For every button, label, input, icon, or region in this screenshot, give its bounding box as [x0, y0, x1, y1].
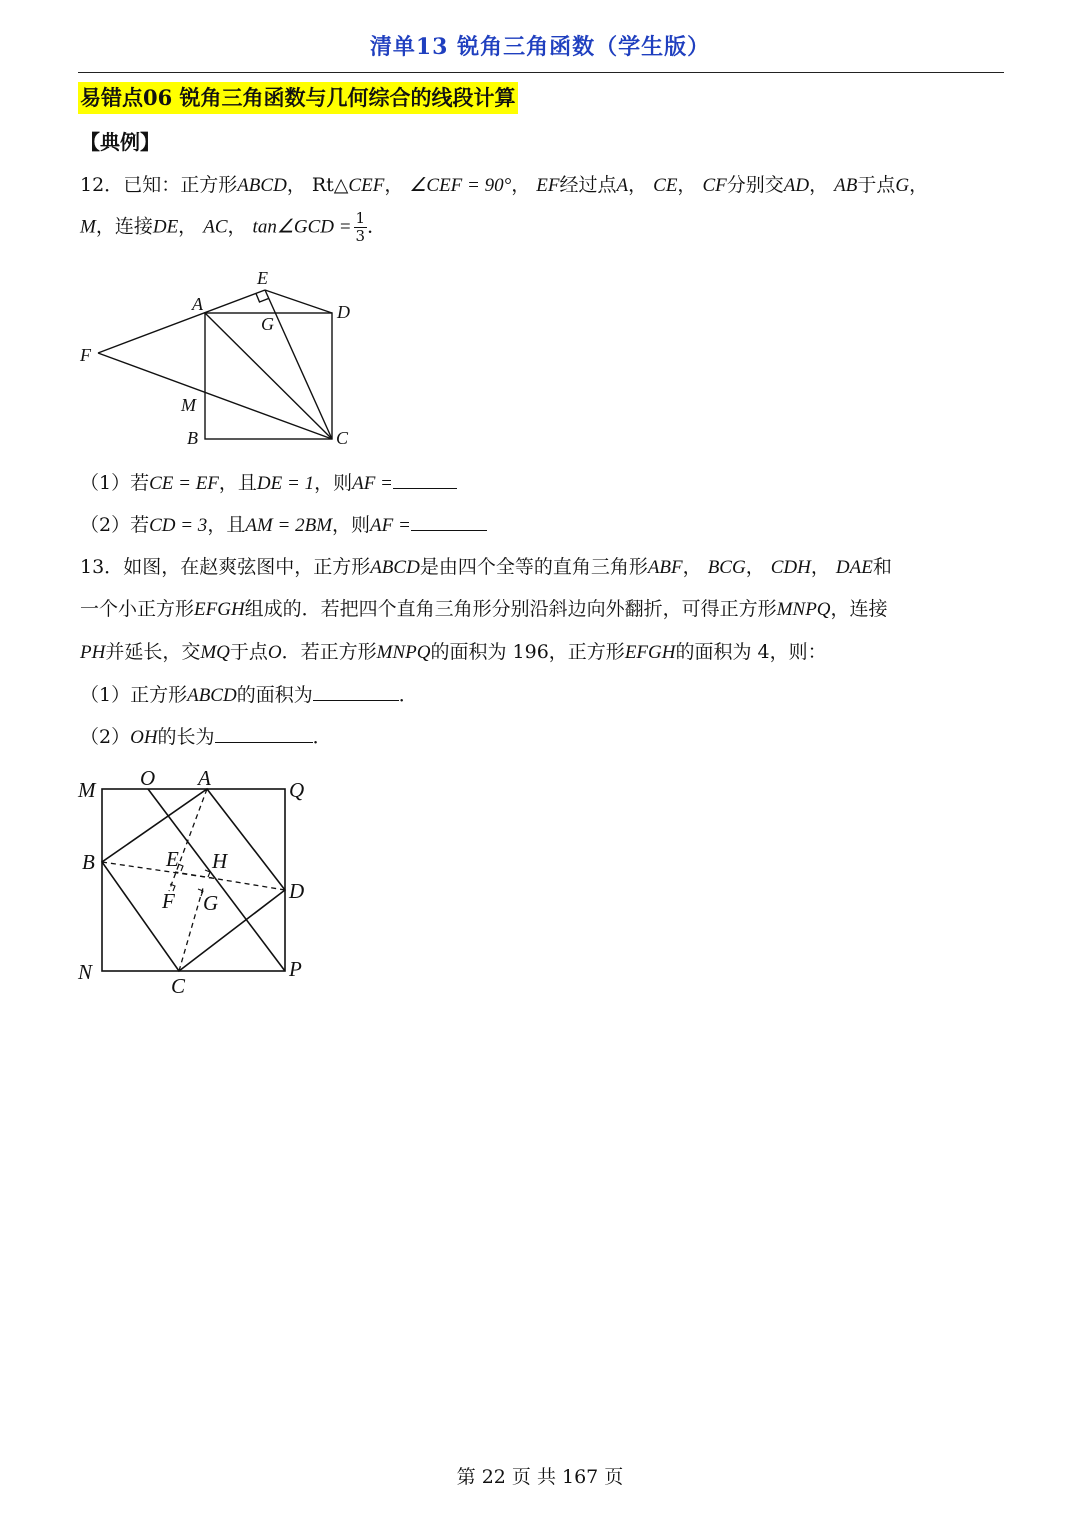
- square-mnpq: [102, 789, 285, 971]
- label-E: E: [257, 268, 268, 288]
- segment-fe: [98, 290, 265, 353]
- label-M: M: [181, 395, 196, 415]
- label-O: O: [140, 766, 156, 790]
- label-B: B: [187, 428, 198, 448]
- q13-part-2: （2）OH的长为 ．: [80, 726, 332, 748]
- q12-line-2: M，连接DE， AC， tan∠GCD = $\frac{1}{3}$ ．: [80, 209, 387, 245]
- q13-number: 13．: [80, 556, 124, 578]
- label-N: N: [78, 960, 93, 984]
- page-footer: 第 22 页 共 167 页: [456, 1466, 624, 1488]
- segment-ph-extended: [148, 789, 285, 971]
- example-label: 【典例】: [80, 130, 160, 154]
- label-A: A: [192, 294, 203, 314]
- fraction-one-third: $\frac{1}{3}$: [355, 209, 366, 245]
- q13-line-3: PH并延长，交MQ于点O．若正方形MNPQ的面积为 196，正方形EFGH的面积为 4，则：: [80, 641, 827, 663]
- label-A: A: [198, 766, 211, 790]
- segment-fc: [98, 353, 332, 439]
- label-F: F: [80, 345, 91, 365]
- label-D: D: [337, 302, 350, 322]
- label-D: D: [289, 879, 305, 903]
- label-C: C: [171, 974, 186, 998]
- answer-blank[interactable]: [215, 724, 313, 743]
- label-E: E: [166, 847, 179, 871]
- q13-line-2: 一个小正方形EFGH组成的．若把四个直角三角形分别沿斜边向外翻折，可得正方形MNPQ，连接: [80, 598, 888, 620]
- q13-line-1: 13．如图，在赵爽弦图中，正方形ABCD是由四个全等的直角三角形ABF， BCG， CDH， DAE和: [80, 556, 892, 578]
- label-M: M: [78, 778, 96, 802]
- q13-part-1: （1）正方形ABCD的面积为 ．: [80, 684, 418, 706]
- label-F: F: [162, 889, 175, 913]
- label-G: G: [203, 891, 219, 915]
- q12-figure: [70, 265, 370, 455]
- label-H: H: [212, 849, 228, 873]
- answer-blank[interactable]: [411, 512, 487, 531]
- header-divider: [78, 72, 1004, 73]
- label-B: B: [82, 850, 95, 874]
- answer-blank[interactable]: [393, 470, 457, 489]
- label-C: C: [336, 428, 349, 448]
- q12-part-2: （2）若CD = 3，且AM = 2BM，则AF =: [80, 510, 487, 537]
- q13-figure: [70, 760, 330, 1000]
- label-P: P: [289, 957, 302, 981]
- topic-heading: 易错点06 锐角三角函数与几何综合的线段计算: [78, 82, 518, 114]
- q12-line-1: 12．已知：正方形ABCD， Rt△CEF， ∠CEF = 90°， EF经过点A， CE， CF分别交AD， AB于点G，: [80, 174, 929, 196]
- page-header-title: 清单13 锐角三角函数（学生版）: [369, 34, 711, 60]
- square-abcd: [102, 789, 285, 971]
- dashed-cg: [179, 888, 203, 971]
- segment-de: [265, 290, 332, 313]
- label-Q: Q: [289, 778, 305, 802]
- q12-part-1: （1）若CE = EF，且DE = 1，则AF =: [80, 468, 457, 495]
- dashed-dg: [175, 872, 285, 890]
- q12-number: 12．: [80, 174, 124, 196]
- label-G: G: [261, 314, 274, 334]
- answer-blank[interactable]: [313, 682, 399, 701]
